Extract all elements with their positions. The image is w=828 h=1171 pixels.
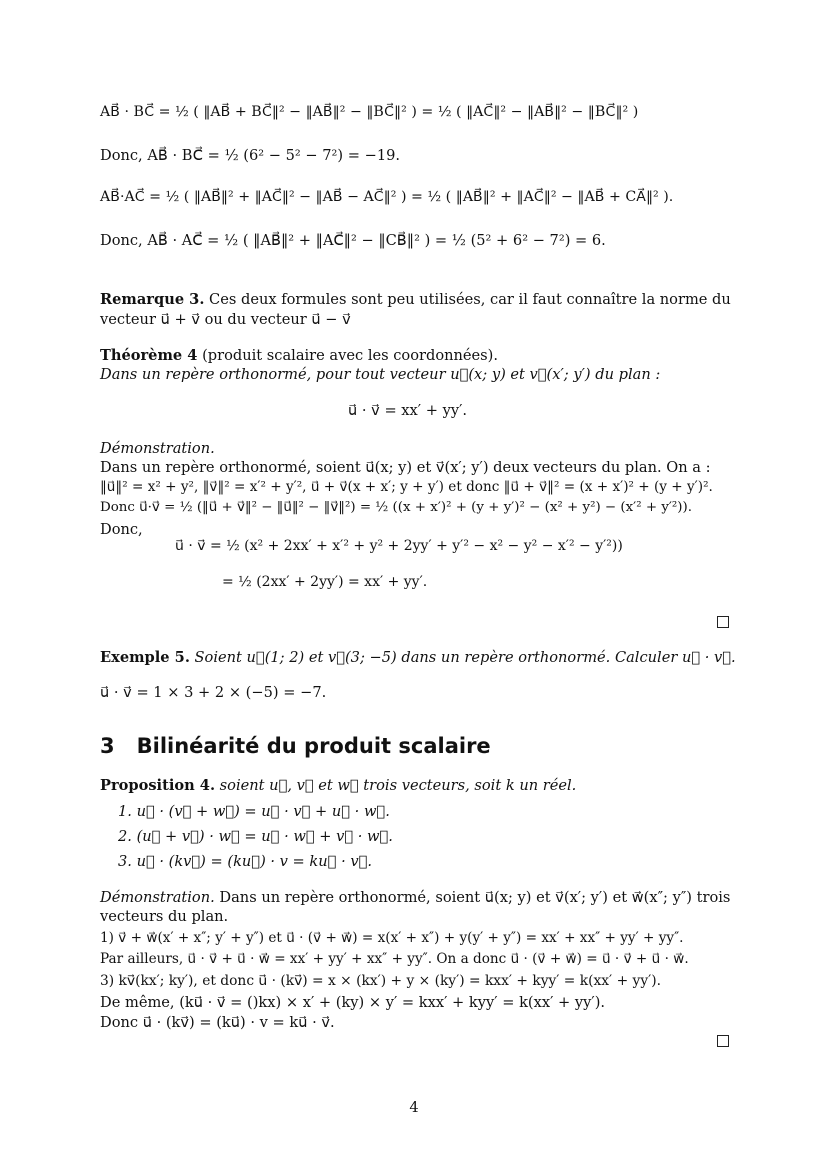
proposition-item: 1. u⃗ · (v⃗ + w⃗) = u⃗ · v⃗ + u⃗ · w⃗. bbox=[118, 803, 390, 820]
proposition-item: 2. (u⃗ + v⃗) · w⃗ = u⃗ · w⃗ + v⃗ · w⃗. bbox=[118, 828, 393, 845]
theorem-statement: Dans un repère orthonormé, pour tout vecteur u⃗(x; y) et v⃗(x′; y′) du plan : bbox=[100, 366, 661, 383]
section-heading bbox=[100, 734, 491, 759]
demo1-line-6: = ½ (2xx′ + 2yy′) = xx′ + yy′. bbox=[222, 574, 428, 590]
demo2-label: Démonstration. bbox=[100, 889, 215, 906]
proposition-label: Proposition 4. bbox=[100, 777, 216, 794]
exemple-line bbox=[100, 649, 736, 667]
demo1-line-3: Donc u⃗·v⃗ = ½ (‖u⃗ + v⃗‖² − ‖u⃗‖² − ‖v⃗‖²) = ½ ((x + x′)² + (y + y′)² − (x² + y²) − (x′² + y′²)). bbox=[100, 500, 692, 515]
demo2-line-7: Donc u⃗ · (kv⃗) = (ku⃗) · v = ku⃗ · v⃗. bbox=[100, 1014, 335, 1031]
qed-square-2 bbox=[717, 1035, 729, 1047]
demo1-line-4: Donc, bbox=[100, 521, 143, 538]
remarque-label: Remarque 3. bbox=[100, 291, 205, 308]
exemple-result: u⃗ · v⃗ = 1 × 3 + 2 × (−5) = −7. bbox=[100, 684, 327, 701]
remarque-text-2: vecteur u⃗ + v⃗ ou du vecteur u⃗ − v⃗ bbox=[100, 311, 351, 328]
formula-line-3: AB⃗·AC⃗ = ½ ( ‖AB⃗‖² + ‖AC⃗‖² − ‖AB⃗ − AC⃗‖² ) = ½ ( ‖AB⃗‖² + ‖AC⃗‖² − ‖AB⃗ + CA⃗‖² ). bbox=[100, 189, 674, 205]
theorem-paren: (produit scalaire avec les coordonnées). bbox=[197, 347, 499, 364]
remarque-text-1: Ces deux formules sont peu utilisées, car il faut connaître la norme du bbox=[204, 291, 731, 308]
qed-square-1 bbox=[717, 616, 729, 628]
section-title: Bilinéarité du produit scalaire bbox=[136, 734, 491, 758]
proposition-item: 3. u⃗ · (kv⃗) = (ku⃗) · v = ku⃗ · v⃗. bbox=[118, 853, 372, 870]
demo2-line-6: De même, (ku⃗ · v⃗ = ()kx) × x′ + (ky) × y′ = kxx′ + kyy′ = k(xx′ + yy′). bbox=[100, 994, 606, 1011]
exemple-text: Soient u⃗(1; 2) et v⃗(3; −5) dans un repère orthonormé. Calculer u⃗ · v⃗. bbox=[189, 649, 736, 666]
page-number: 4 bbox=[409, 1099, 419, 1116]
demo1-line-1: Dans un repère orthonormé, soient u⃗(x; y) et v⃗(x′; y′) deux vecteurs du plan. On a : bbox=[100, 459, 711, 476]
remarque-line-1 bbox=[100, 291, 731, 309]
demo1-line-5: u⃗ · v⃗ = ½ (x² + 2xx′ + x′² + y² + 2yy′ + y′² − x² − y² − x′² − y′²)) bbox=[175, 538, 623, 554]
demo2-text-1: Dans un repère orthonormé, soient u⃗(x; y) et v⃗(x′; y′) et w⃗(x″; y″) trois bbox=[214, 889, 731, 906]
formula-line-2: Donc, AB⃗ · BC⃗ = ½ (6² − 5² − 7²) = −19. bbox=[100, 147, 401, 164]
proposition-text: soient u⃗, v⃗ et w⃗ trois vecteurs, soit k un réel. bbox=[215, 777, 577, 794]
theorem-label: Théorème 4 bbox=[100, 347, 198, 364]
proposition-heading bbox=[100, 777, 576, 795]
demo2-line-2: vecteurs du plan. bbox=[100, 908, 229, 925]
demo2-line-3: 1) v⃗ + w⃗(x′ + x″; y′ + y″) et u⃗ · (v⃗ + w⃗) = x(x′ + x″) + y(y′ + y″) = xx′ + xx″ + yy′ + yy″. bbox=[100, 930, 684, 946]
demo1-label: Démonstration. bbox=[100, 440, 215, 457]
demo2-line-4: Par ailleurs, u⃗ · v⃗ + u⃗ · w⃗ = xx′ + yy′ + xx″ + yy″. On a donc u⃗ · (v⃗ + w⃗) = u⃗ · v⃗ + u⃗ · w⃗. bbox=[100, 951, 689, 967]
exemple-label: Exemple 5. bbox=[100, 649, 190, 666]
formula-line-1: AB⃗ · BC⃗ = ½ ( ‖AB⃗ + BC⃗‖² − ‖AB⃗‖² − ‖BC⃗‖² ) = ½ ( ‖AC⃗‖² − ‖AB⃗‖² − ‖BC⃗‖² ) bbox=[100, 104, 639, 120]
theorem-heading bbox=[100, 347, 498, 365]
section-number: 3 bbox=[100, 734, 115, 758]
demo2-line-5: 3) kv⃗(kx′; ky′), et donc u⃗ · (kv⃗) = x × (kx′) + y × (ky′) = kxx′ + kyy′ = k(xx′ + yy′). bbox=[100, 973, 662, 989]
theorem-formula: u⃗ · v⃗ = xx′ + yy′. bbox=[348, 402, 468, 419]
demo1-line-2: ‖u⃗‖² = x² + y², ‖v⃗‖² = x′² + y′², u⃗ + v⃗(x + x′; y + y′) et donc ‖u⃗ + v⃗‖² = (x + x′)² + (y + y′)². bbox=[100, 479, 713, 495]
demo2-line-1 bbox=[100, 889, 730, 907]
formula-line-4: Donc, AB⃗ · AC⃗ = ½ ( ‖AB⃗‖² + ‖AC⃗‖² − ‖CB⃗‖² ) = ½ (5² + 6² − 7²) = 6. bbox=[100, 232, 606, 249]
